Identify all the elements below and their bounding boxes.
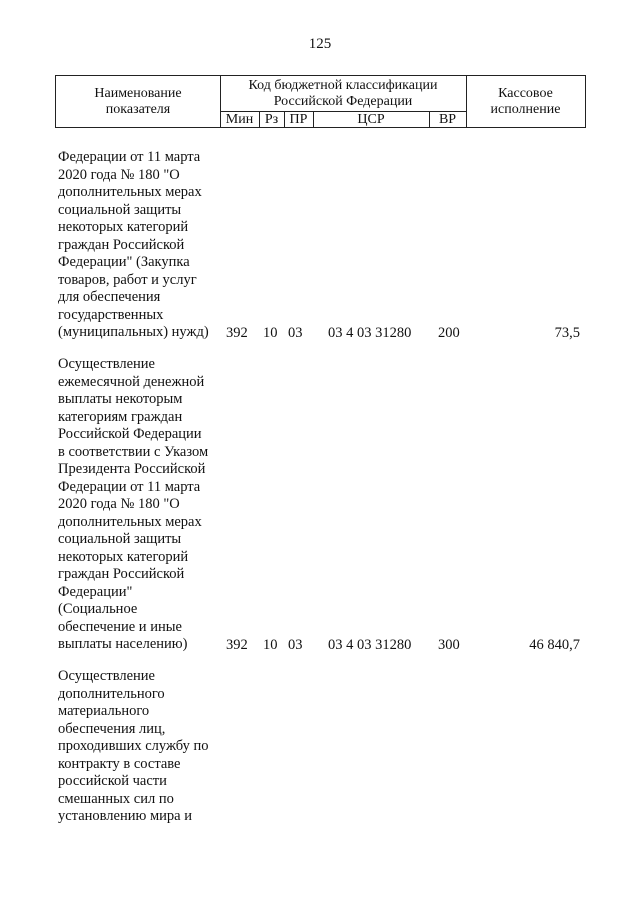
header-csr: ЦСР: [357, 112, 385, 127]
row-vr: 200: [438, 324, 460, 341]
table-header: [55, 75, 586, 128]
row-pr: 03: [288, 324, 303, 341]
row-amount: 73,5: [554, 324, 580, 341]
row-vr: 300: [438, 636, 460, 653]
page-number: 125: [308, 36, 332, 52]
row-name: Федерации от 11 марта 2020 года № 180 "О дополнительных мерах социальной защиты некоторых категорий граждан Российской Федерации" (Закупка товаров, работ и услуг для обеспечения государственных (муниципальных) нужд): [58, 149, 209, 340]
row-csr: 03 4 03 31280: [328, 636, 412, 653]
table-row: [58, 356, 586, 654]
header-code-group: Код бюджетной классификации Российской Федерации: [248, 78, 438, 109]
row-min: 392: [226, 324, 248, 341]
header-rz: Рз: [264, 112, 279, 127]
row-pr: 03: [288, 636, 303, 653]
row-rz: 10: [263, 324, 278, 341]
row-name: Осуществление дополнительного материального обеспечения лиц, проходивших службу по контракту в составе российской части смешанных сил по установлению мира и: [58, 668, 209, 824]
row-min: 392: [226, 636, 248, 653]
row-amount: 46 840,7: [529, 636, 580, 653]
header-name: Наименование показателя: [94, 86, 182, 117]
row-name: Осуществление ежемесячной денежной выплаты некоторым категориям граждан Российской Федерации в соответствии с Указом Президента Российской Федерации от 11 марта 2020 года № 180 "О дополнительных мерах социальной защиты некоторых категорий граждан Российской Федерации" (Социальное обеспечение и иные выплаты населению): [58, 356, 209, 652]
header-vr: ВР: [438, 112, 457, 127]
header-pr: ПР: [289, 112, 308, 127]
row-csr: 03 4 03 31280: [328, 324, 412, 341]
row-rz: 10: [263, 636, 278, 653]
header-amount: Кассовое исполнение: [490, 86, 561, 117]
table-row: [58, 149, 586, 342]
header-min: Мин: [225, 112, 254, 127]
table-row: [58, 668, 586, 828]
